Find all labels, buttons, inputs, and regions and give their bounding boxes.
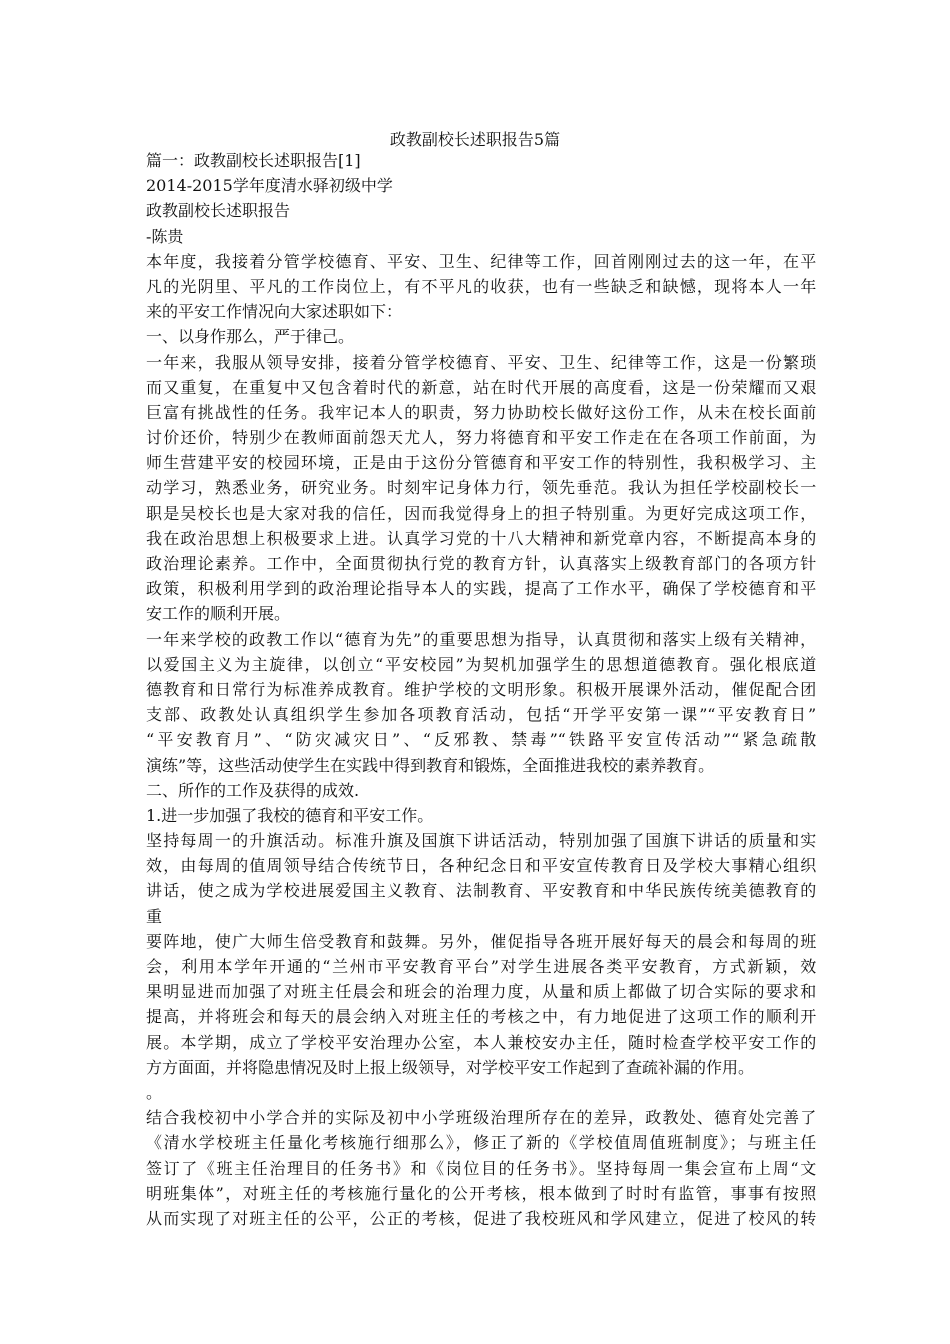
- text-line: 动学习，熟悉业务，研究业务。时刻牢记身体力行，领先垂范。我认为担任学校副校长一: [146, 478, 816, 498]
- text-line: 德教育和日常行为标准养成教育。维护学校的文明形象。积极开展课外活动，催促配合团: [146, 679, 816, 699]
- text-line: 果明显进而加强了对班主任晨会和班会的治理力度，从量和质上都做了切合实际的要求和: [146, 982, 816, 1002]
- text-line: 我在政治思想上积极要求上进。认真学习党的十八大精神和新党章内容，不断提高本身的: [146, 528, 816, 548]
- text-line: “平安教育月”、“防灾减灾日”、“反邪教、禁毒”“铁路平安宣传活动”“紧急疏散: [146, 730, 816, 750]
- text-line: 。: [146, 1082, 163, 1102]
- text-line: 政治理论素养。工作中，全面贯彻执行党的教育方针，认真落实上级教育部门的各项方针: [146, 554, 816, 573]
- text-line: 明班集体”，对班主任的考核施行量化的公开考核，根本做到了时时有监管，事事有按照: [146, 1183, 816, 1203]
- text-line: 要阵地，使广大师生倍受教育和鼓舞。另外，催促指导各班开展好每天的晨会和每周的班: [146, 931, 816, 951]
- text-line: 签订了《班主任治理目的任务书》和《岗位目的任务书》。坚持每周一集会宣布上周“文: [146, 1158, 816, 1178]
- text-line: 提高，并将班会和每天的晨会纳入对班主任的考核之中，有力地促进了这项工作的顺利开: [146, 1007, 816, 1027]
- text-line: 二、所作的工作及获得的成效.: [146, 780, 360, 800]
- text-line: 支部、政教处认真组织学生参加各项教育活动，包括“开学平安第一课”“平安教育日”: [146, 705, 816, 725]
- text-line: 以爱国主义为主旋律，以创立“平安校园”为契机加强学生的思想道德教育。强化根底道: [146, 654, 816, 674]
- text-line: 讲话，使之成为学校进展爱国主义教育、法制教育、平安教育和中华民族传统美德教育的: [146, 881, 816, 901]
- text-line: 会，利用本学年开通的“兰州市平安教育平台”对学生进展各类平安教育，方式新颖，效: [146, 957, 816, 976]
- text-line: 师生营建平安的校园环境，正是由于这份分管德育和平安工作的特别性，我积极学习、主: [146, 453, 816, 473]
- text-line: 讨价还价，特别少在教师面前怨天尤人，努力将德育和平安工作走在在各项工作前面，为: [146, 428, 816, 448]
- text-line: 展。本学期，成立了学校平安治理办公室，本人兼校安办主任，随时检查学校平安工作的: [146, 1032, 816, 1052]
- text-line: 职是吴校长也是大家对我的信任，因而我觉得身上的担子特别重。为更好完成这项工作，: [146, 503, 816, 523]
- document-body: [146, 148, 816, 1231]
- text-line: 本年度，我接着分管学校德育、平安、卫生、纪律等工作，回首刚刚过去的这一年，在平: [146, 251, 816, 271]
- text-line: 而又重复，在重复中又包含着时代的新意，站在时代开展的高度看，这是一份荣耀而又艰: [146, 377, 816, 397]
- text-line: -陈贵: [146, 226, 184, 246]
- text-line: 凡的光阴里、平凡的工作岗位上，有不平凡的收获，也有一些缺乏和缺憾，现将本人一年: [146, 276, 816, 296]
- text-line: 政教副校长述职报告: [146, 201, 291, 221]
- text-line: 来的平安工作情况向大家述职如下：: [146, 302, 403, 322]
- text-line: 坚持每周一的升旗活动。标准升旗及国旗下讲话活动，特别加强了国旗下讲话的质量和实: [146, 831, 816, 851]
- text-line: 2014-2015学年度清水驿初级中学: [146, 176, 393, 196]
- text-line: 一、以身作那么，严于律己。: [146, 327, 355, 347]
- text-line: 巨富有挑战性的任务。我牢记本人的职责，努力协助校长做好这份工作，从未在校长面前: [146, 402, 816, 422]
- text-line: 《清水学校班主任量化考核施行细那么》，修正了新的《学校值周值班制度》；与班主任: [146, 1133, 816, 1153]
- text-line: 从而实现了对班主任的公平，公正的考核，促进了我校班风和学风建立，促进了校风的转: [146, 1208, 816, 1228]
- text-line: 安工作的顺利开展。: [146, 604, 291, 624]
- text-line: 重: [146, 906, 163, 926]
- text-line: 篇一：政教副校长述职报告[1]: [146, 151, 361, 170]
- text-line: 效，由每周的值周领导结合传统节日，各种纪念日和平安宣传教育日及学校大事精心组织: [146, 856, 816, 876]
- text-line: 演练”等，这些活动使学生在实践中得到教育和锻炼，全面推进我校的素养教育。: [146, 755, 715, 775]
- document-title: 政教副校长述职报告5篇: [389, 130, 561, 149]
- text-line: 一年来，我服从领导安排，接着分管学校德育、平安、卫生、纪律等工作，这是一份繁琐: [146, 352, 816, 372]
- text-line: 方方面面，并将隐患情况及时上报上级领导，对学校平安工作起到了查疏补漏的作用。: [146, 1057, 755, 1077]
- text-line: 1.进一步加强了我校的德育和平安工作。: [146, 805, 434, 825]
- text-line: 一年来学校的政教工作以“德育为先”的重要思想为指导，认真贯彻和落实上级有关精神，: [146, 629, 816, 649]
- text-line: 结合我校初中小学合并的实际及初中小学班级治理所存在的差异，政教处、德育处完善了: [146, 1108, 816, 1128]
- text-line: 政策，积极利用学到的政治理论指导本人的实践，提高了工作水平，确保了学校德育和平: [146, 579, 816, 599]
